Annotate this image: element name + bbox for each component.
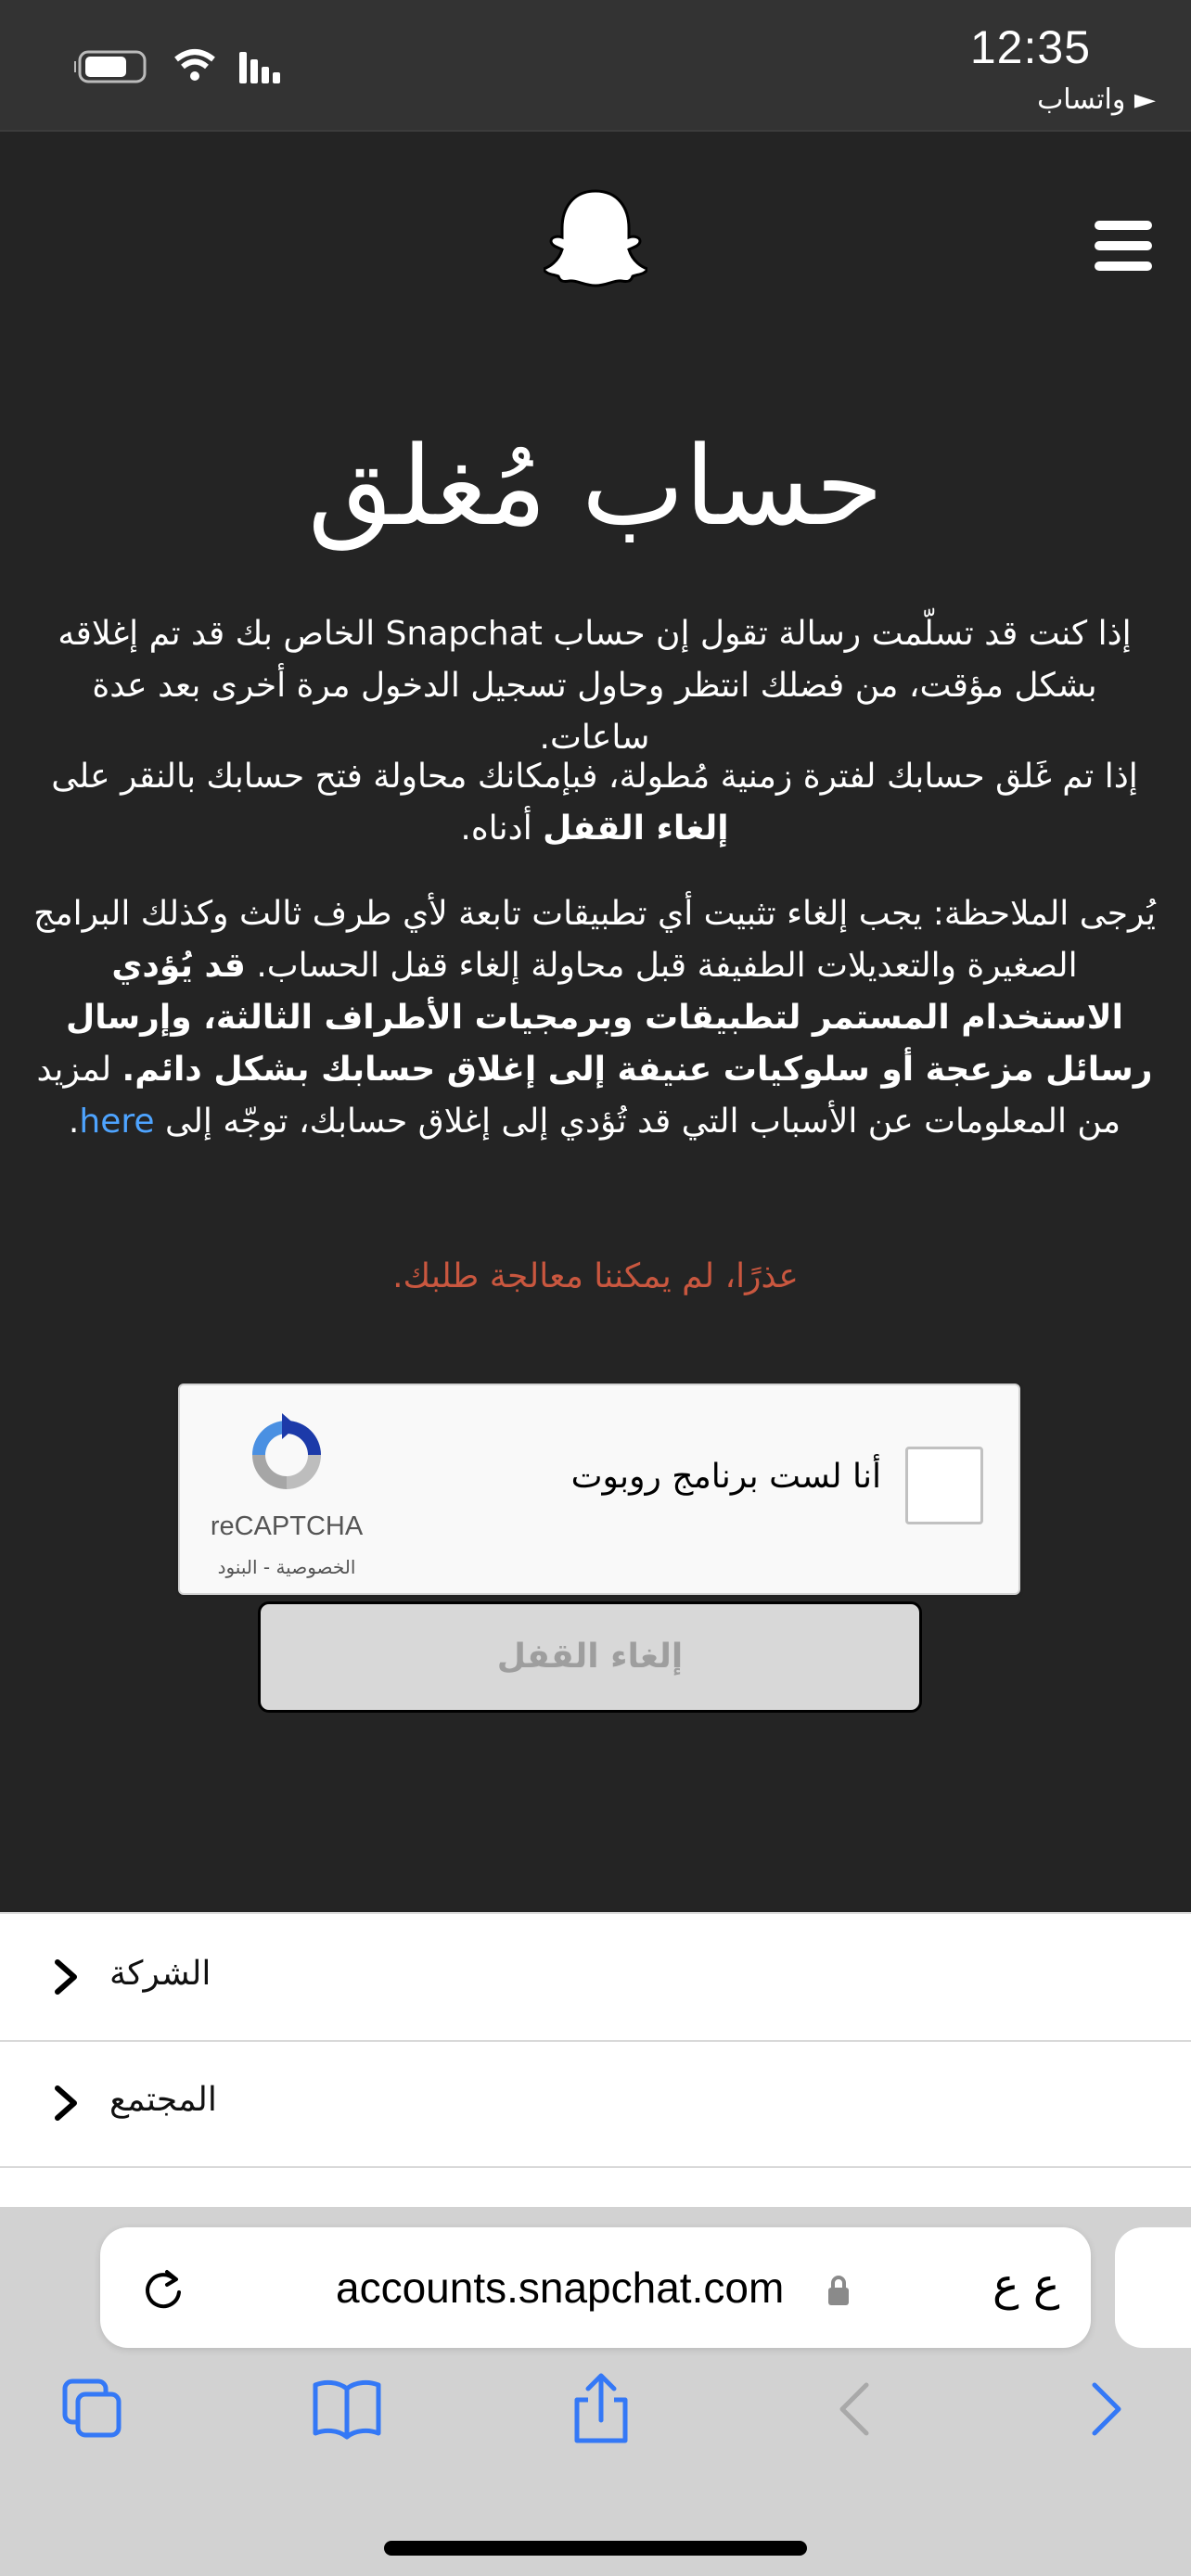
recaptcha-checkbox[interactable]: [905, 1447, 983, 1524]
back-icon[interactable]: [820, 2372, 894, 2446]
next-tab-peek[interactable]: [1115, 2227, 1191, 2348]
address-bar[interactable]: [100, 2227, 1091, 2348]
clock: 12:35: [969, 21, 1091, 73]
recaptcha-widget: [178, 1384, 1020, 1595]
text-size-button[interactable]: ع ع: [992, 2259, 1060, 2311]
back-to-app-link[interactable]: ► واتساب: [1037, 83, 1156, 116]
warning-emphasis: قد يُؤدي الاستخدام المستمر لتطبيقات وبرمجيات الأطراف الثالثة، وإرسال رسائل مزعجة أو سلوكيات عنيفة إلى إغلاق حسابك بشكل دائم.: [66, 947, 1153, 1089]
error-message: عذرًا، لم يمكننا معالجة طلبك.: [392, 1257, 799, 1295]
footer-item-label: الشركة: [109, 1955, 211, 1993]
status-bar: [0, 0, 1191, 132]
unlock-emphasis: إلغاء القفل: [543, 810, 729, 848]
recaptcha-brand: reCAPTCHA: [210, 1511, 364, 1541]
status-icons: [74, 46, 297, 87]
reload-icon[interactable]: [137, 2264, 189, 2316]
note-paragraph: يُرجى الملاحظة: يجب إلغاء تثبيت أي تطبيقات تابعة لأي طرف ثالث وكذلك البرامج الصغيرة والتعديلات الطفيفة قبل محاولة إلغاء قفل الحساب. قد يُؤدي الاستخدام المستمر لتطبيقات وبرمجيات الأطراف الثالثة، وإرسال رسائل مزعجة أو سلوكيات عنيفة إلى إغلاق حسابك بشكل دائم. لمزيد من المعلومات عن الأسباب التي قد تُؤدي إلى إغلاق حسابك، توجّه إلى here.: [33, 895, 1156, 1141]
page-title: حساب مُغلق: [307, 422, 884, 550]
home-indicator[interactable]: [384, 2541, 807, 2556]
snapchat-ghost-logo[interactable]: [544, 185, 647, 289]
footer-item-label: المجتمع: [109, 2081, 217, 2119]
unlock-info-paragraph: إذا تم غَلق حسابك لفترة زمنية مُطولة، فبإمكانك محاولة فتح حسابك بالنقر على إلغاء القفل أدناه.: [51, 758, 1138, 848]
menu-icon[interactable]: [1095, 221, 1152, 271]
intro-paragraph: إذا كنت قد تسلّمت رسالة تقول إن حساب Snapchat الخاص بك قد تم إغلاقه بشكل مؤقت، من فضلك انتظر وحاول تسجيل الدخول مرة أخرى بعد عدة ساعات.: [58, 615, 1132, 757]
recaptcha-logo-icon: [245, 1413, 328, 1497]
safari-toolbar: [0, 2207, 1191, 2576]
unlock-button[interactable]: إلغاء القفل: [258, 1601, 922, 1713]
share-icon[interactable]: [564, 2372, 638, 2446]
footer-menu: [0, 1912, 1191, 2211]
url-text: accounts.snapchat.com: [336, 2264, 785, 2312]
recaptcha-label: أنا لست برنامج روبوت: [570, 1458, 881, 1496]
tabs-icon[interactable]: [56, 2372, 130, 2446]
here-link[interactable]: here: [79, 1103, 155, 1141]
recaptcha-privacy-terms-link[interactable]: الخصوصية - البنود: [217, 1556, 356, 1578]
chevron-right-icon: [52, 1958, 82, 1996]
bookmarks-icon[interactable]: [310, 2372, 384, 2446]
chevron-right-icon: [52, 2085, 82, 2122]
footer-item-community[interactable]: [0, 2040, 1191, 2168]
lock-icon: [826, 2274, 852, 2307]
forward-icon[interactable]: [1067, 2372, 1141, 2446]
footer-item-company[interactable]: [0, 1912, 1191, 2042]
battery-icon: [74, 46, 297, 87]
